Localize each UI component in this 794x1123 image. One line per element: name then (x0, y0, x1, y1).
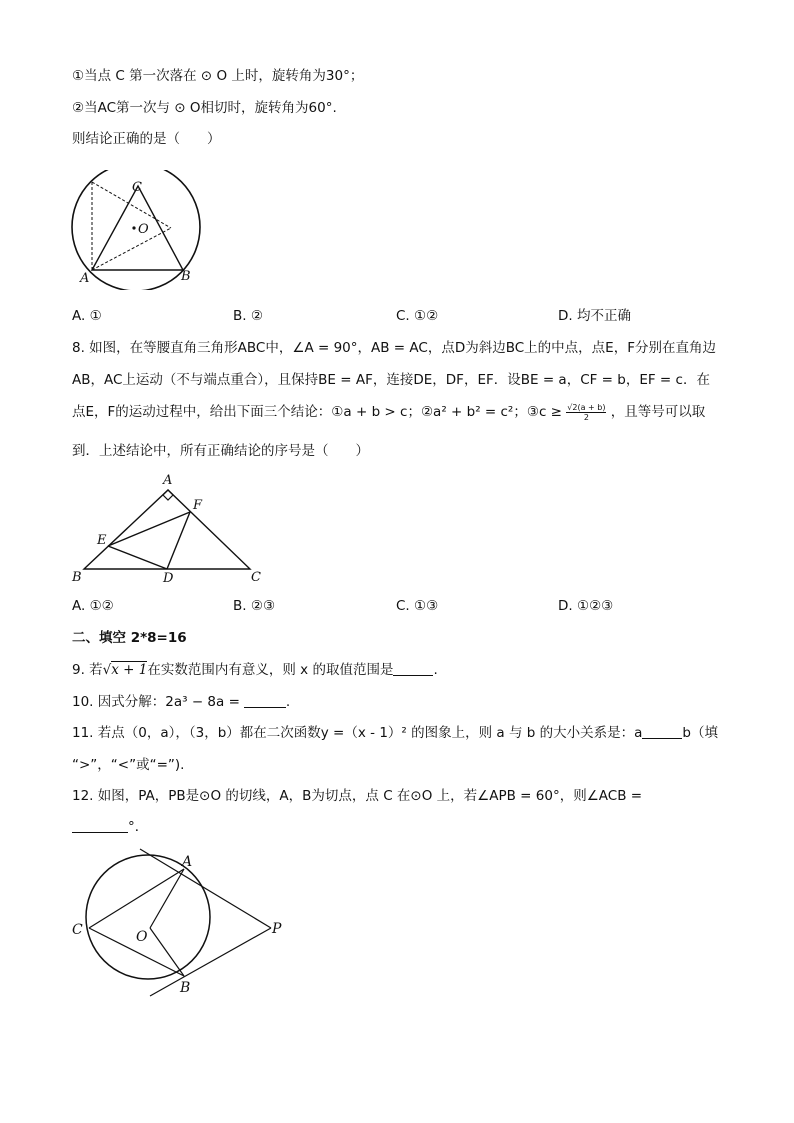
q11-line2: “>”，“<”或“=”). (72, 757, 185, 773)
segment-ed (108, 546, 167, 569)
q11-tail: b（填 (682, 725, 718, 741)
label-a: A (163, 473, 173, 488)
q9-end: . (433, 662, 438, 678)
label-c: C (132, 180, 142, 195)
q8-line1: 8. 如图，在等腰直角三角形ABC中，∠A = 90°，AB = AC，点D为斜边BC上的中点，点E，F分别在直角边 (72, 340, 716, 356)
q8-line2: AB，AC上运动（不与端点重合），且保持BE = AF，连接DE，DF，EF．设BE = a，CF = b，EF = c．在 (72, 372, 710, 388)
circle-triangle-figure (68, 170, 208, 290)
q9 (72, 660, 438, 680)
q12-line1: 12. 如图，PA，PB是⊙O 的切线，A，B为切点，点 C 在⊙O 上，若∠APB = 60°，则∠ACB = (72, 788, 643, 804)
tangent-circle-figure (66, 840, 296, 1005)
sqrt-sign: √ (102, 662, 112, 678)
tangent-pb (150, 928, 271, 996)
q10-text: 10. 因式分解：2a³ − 8a = (72, 694, 240, 710)
q10-end: . (285, 694, 291, 710)
label-b: B (181, 269, 191, 284)
q8-option-c[interactable]: C. ①③ (396, 598, 439, 614)
fraction (566, 403, 606, 422)
label-o: O (138, 222, 149, 237)
q8-line3-text: 点E，F的运动过程中，给出下面三个结论：①a + b > c；②a² + b² = c²；③c ≥ (72, 404, 562, 420)
option-c[interactable]: C. ①② (396, 308, 439, 324)
answer-blank[interactable] (642, 724, 682, 739)
section-heading: 二、填空 2*8=16 (72, 630, 187, 646)
label-c: C (251, 570, 261, 585)
q8-line4: 到．上述结论中，所有正确结论的序号是（ ） (72, 443, 369, 459)
isosceles-triangle-figure (66, 470, 276, 588)
q8-line3 (72, 402, 705, 422)
q12-end: °． (128, 819, 149, 835)
triangle-abc (84, 490, 250, 569)
chord-ca (89, 869, 184, 928)
answer-blank[interactable] (72, 818, 128, 833)
right-angle-mark (163, 490, 173, 500)
statement-1: ①当点 C 第一次落在 ⊙ O 上时，旋转角为30°； (72, 68, 364, 84)
label-b: B (72, 570, 82, 585)
q8-option-b[interactable]: B. ②③ (233, 598, 276, 614)
statement-2: ②当AC第一次与 ⊙ O相切时，旋转角为60°. (72, 100, 337, 116)
label-p: P (272, 921, 282, 937)
q9-text: 在实数范围内有意义，则 x 的取值范围是 (147, 662, 394, 678)
q8-option-d[interactable]: D. ①②③ (558, 598, 614, 614)
q11-line1 (72, 723, 718, 743)
label-e: E (97, 533, 107, 548)
label-a: A (80, 271, 90, 286)
fraction-numerator: √2(a + b) (567, 402, 606, 412)
q8-line3-tail: ，且等号可以取 (610, 404, 706, 420)
tangent-pa (140, 849, 271, 928)
label-f: F (193, 498, 203, 513)
q8-option-a[interactable]: A. ①② (72, 598, 114, 614)
label-o: O (136, 929, 148, 945)
center-dot (132, 226, 135, 229)
q12-line2 (72, 817, 148, 837)
q9-prefix: 9. 若 (72, 662, 103, 678)
answer-blank[interactable] (244, 693, 286, 708)
label-a: A (182, 854, 193, 870)
option-b[interactable]: B. ② (233, 308, 263, 324)
fraction-denominator: 2 (583, 412, 589, 422)
question-ask: 则结论正确的是（ ） (72, 131, 221, 147)
label-d: D (163, 571, 174, 586)
answer-blank[interactable] (393, 661, 433, 676)
q11-text: 11. 若点（0，a），（3，b）都在二次函数y =（x - 1）² 的图象上，则 a 与 b 的大小关系是：a (72, 725, 643, 741)
radius-oa (150, 869, 184, 928)
option-d[interactable]: D. 均不正确 (558, 308, 631, 324)
option-a[interactable]: A. ① (72, 308, 102, 324)
label-b: B (180, 980, 191, 996)
label-c: C (72, 922, 83, 938)
circle-o (86, 855, 210, 979)
q10 (72, 692, 290, 712)
radicand: x + 1 (111, 662, 148, 678)
radius-ob (150, 928, 184, 976)
